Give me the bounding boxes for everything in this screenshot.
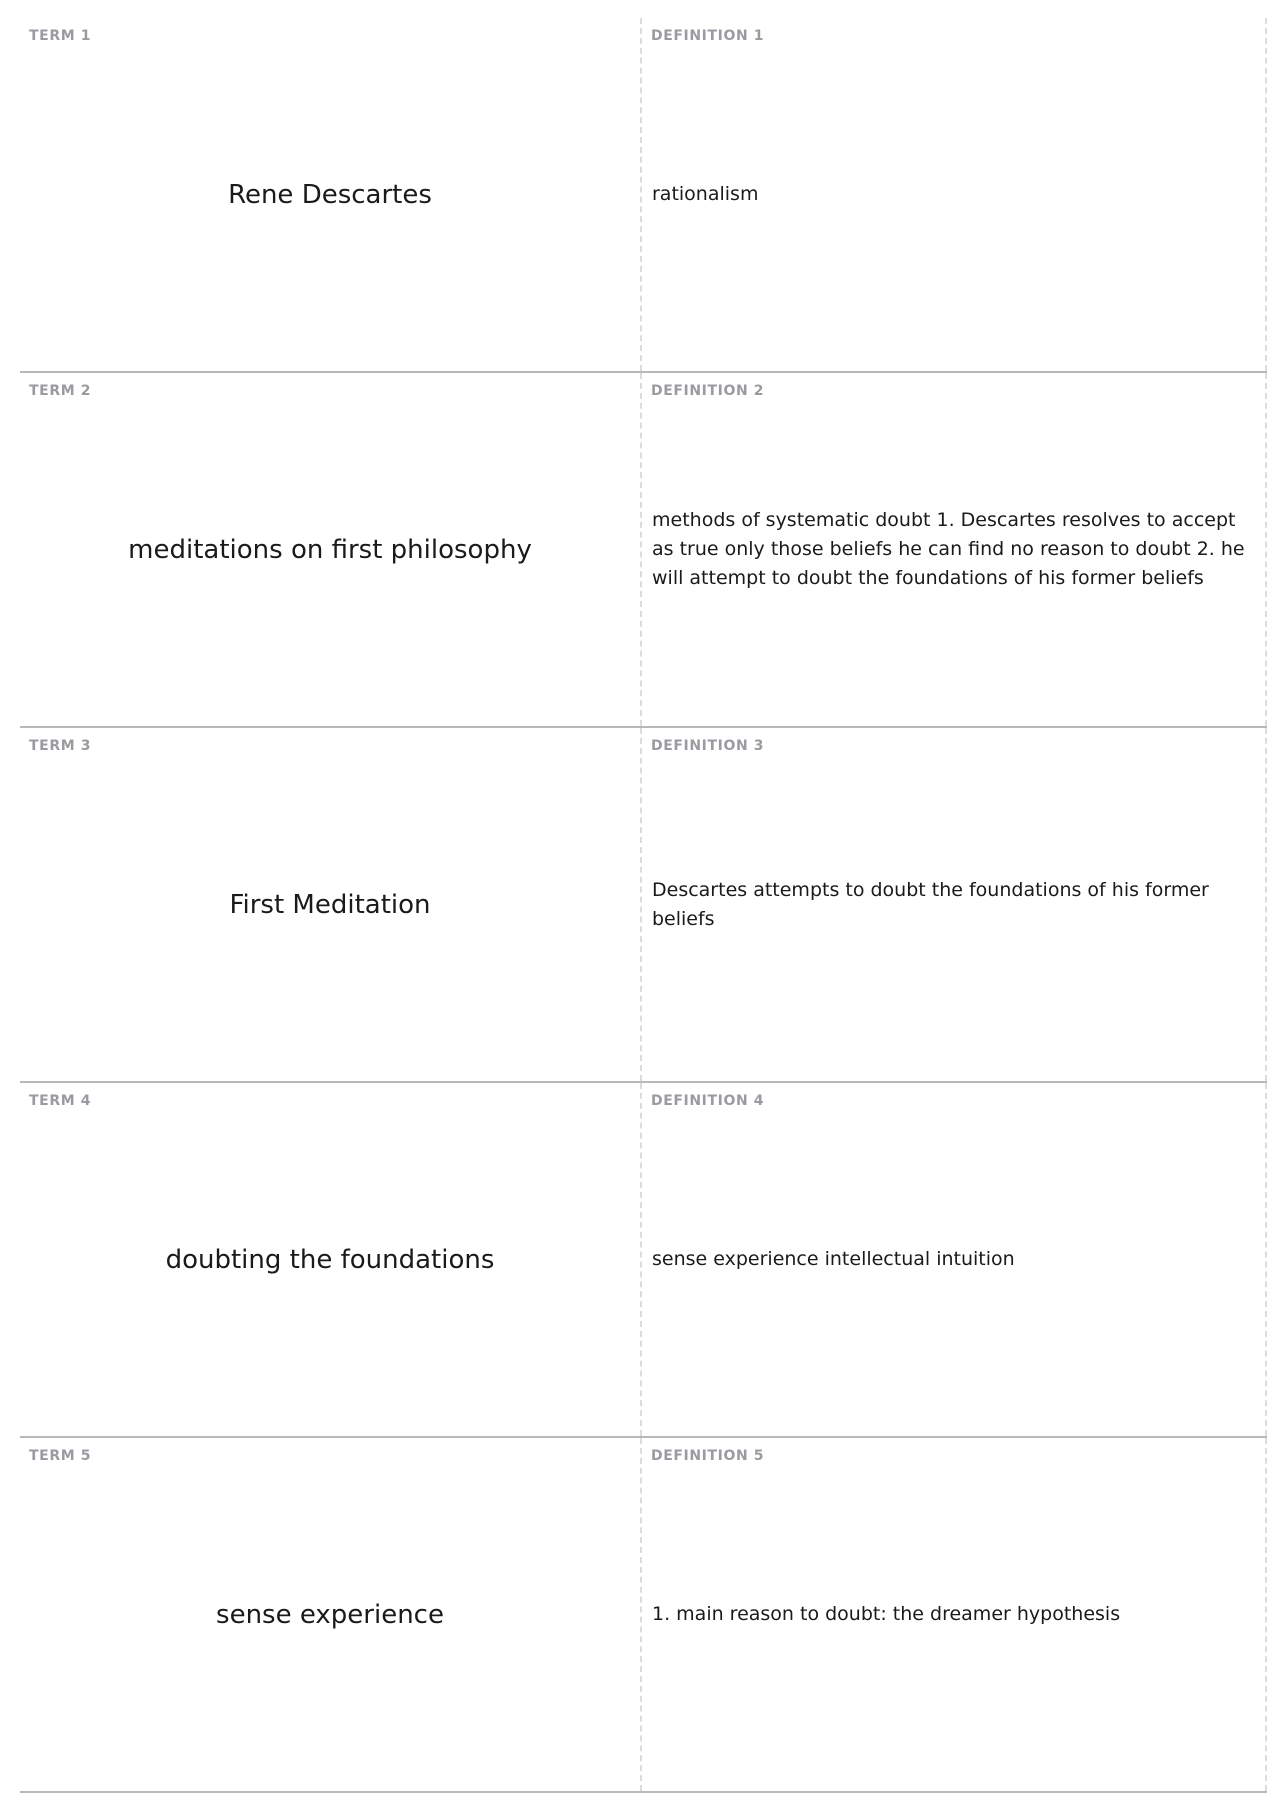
- term-cell-3: [20, 728, 642, 1081]
- term-label: TERM 3: [29, 738, 92, 754]
- term-label: TERM 2: [29, 383, 92, 399]
- term-cell-1: [20, 18, 642, 371]
- term-text: [20, 1083, 640, 1436]
- definition-label: DEFINITION 1: [651, 28, 765, 44]
- term-label: TERM 4: [29, 1093, 92, 1109]
- term-value: meditations on first philosophy: [128, 534, 532, 565]
- term-cell-4: [20, 1083, 642, 1436]
- definition-text: [652, 18, 1255, 371]
- term-label: TERM 1: [29, 28, 92, 44]
- term-value: First Meditation: [229, 889, 431, 920]
- definition-value: rationalism: [652, 183, 759, 205]
- definition-label: DEFINITION 4: [651, 1093, 765, 1109]
- definition-value: Descartes attempts to doubt the foundations of his former beliefs: [652, 878, 1209, 930]
- definition-label: DEFINITION 3: [651, 738, 765, 754]
- definition-label: DEFINITION 5: [651, 1448, 765, 1464]
- term-text: [20, 373, 640, 726]
- definition-text: [652, 728, 1255, 1081]
- term-value: doubting the foundations: [165, 1244, 495, 1275]
- flashcard-row-2: [20, 373, 1267, 728]
- definition-value: sense experience intellectual intuition: [652, 1248, 1015, 1270]
- definition-value: 1. main reason to doubt: the dreamer hypothesis: [652, 1603, 1121, 1625]
- definition-value: methods of systematic doubt 1. Descartes resolves to accept as true only those beliefs he can find no reason to doubt 2. he will attempt to doubt the foundations of his former beliefs: [652, 509, 1245, 589]
- flashcard-row-3: [20, 728, 1267, 1083]
- definition-cell-2: [642, 373, 1267, 726]
- term-text: [20, 1438, 640, 1791]
- term-cell-2: [20, 373, 642, 726]
- definition-text: [652, 373, 1255, 726]
- definition-cell-4: [642, 1083, 1267, 1436]
- term-label: TERM 5: [29, 1448, 92, 1464]
- definition-text: [652, 1083, 1255, 1436]
- term-value: sense experience: [216, 1599, 444, 1630]
- term-cell-5: [20, 1438, 642, 1791]
- flashcard-sheet: [20, 18, 1267, 1793]
- definition-cell-1: [642, 18, 1267, 371]
- flashcard-row-1: [20, 18, 1267, 373]
- definition-cell-3: [642, 728, 1267, 1081]
- definition-cell-5: [642, 1438, 1267, 1791]
- term-text: [20, 18, 640, 371]
- term-text: [20, 728, 640, 1081]
- term-value: Rene Descartes: [228, 179, 432, 210]
- flashcard-row-5: [20, 1438, 1267, 1793]
- flashcard-row-4: [20, 1083, 1267, 1438]
- definition-text: [652, 1438, 1255, 1791]
- definition-label: DEFINITION 2: [651, 383, 765, 399]
